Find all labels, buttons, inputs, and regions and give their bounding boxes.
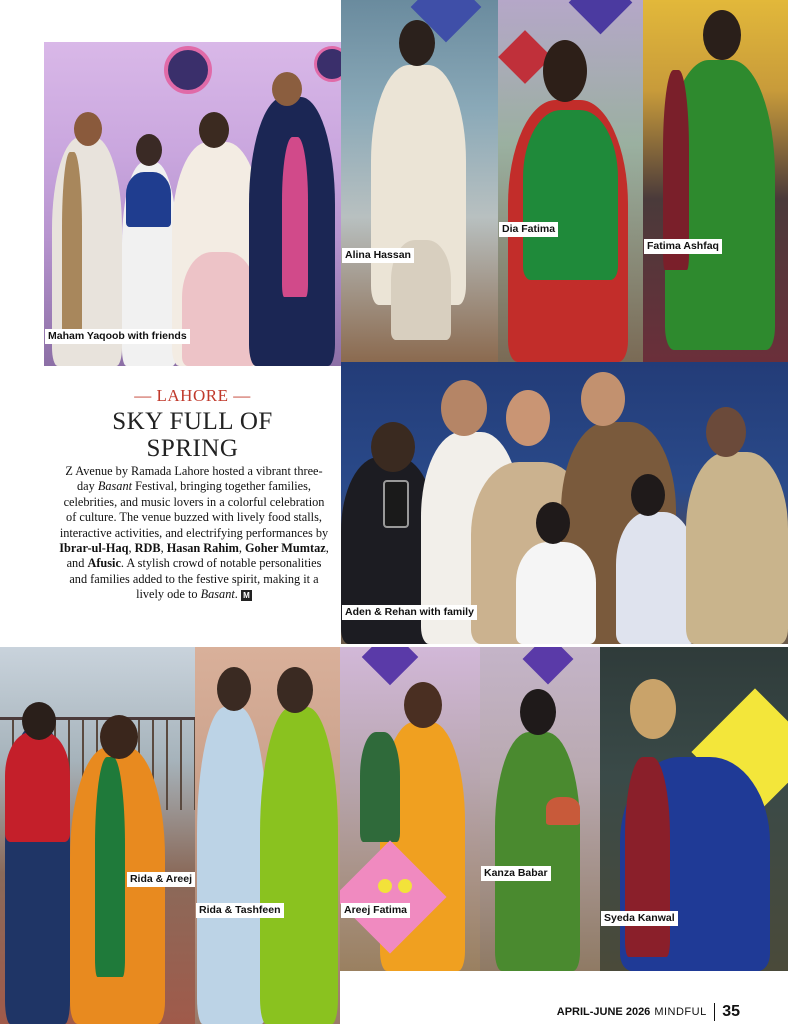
body-text: Z Avenue by Ramada Lahore hosted a vibrant three-day <box>65 464 323 494</box>
person <box>360 732 400 842</box>
person-head <box>217 667 251 711</box>
headline-line-1: SKY FULL OF <box>112 408 273 435</box>
photo-kanza-babar <box>480 647 600 971</box>
person-head <box>277 667 313 713</box>
performer-name: Ibrar-ul-Haq <box>59 541 129 556</box>
person <box>686 452 788 644</box>
person-head <box>199 112 229 148</box>
body-text: , <box>238 541 245 556</box>
person-head <box>630 679 676 739</box>
person <box>516 542 596 644</box>
caption-areej-fatima: Areej Fatima <box>341 903 410 918</box>
caption-dia-fatima: Dia Fatima <box>499 222 558 237</box>
performer-name: Hasan Rahim <box>166 541 239 556</box>
photo-rida-and-areej <box>0 647 195 1024</box>
headline-line-2: SPRING <box>146 435 239 462</box>
end-mark-icon: M <box>241 590 252 601</box>
photo-dia-fatima <box>498 0 643 362</box>
person <box>5 732 70 842</box>
magazine-name: MINDFUL <box>654 1006 707 1018</box>
page-footer <box>557 1002 740 1022</box>
stage-light <box>164 46 212 94</box>
person-head <box>100 715 138 759</box>
footer-divider <box>714 1003 716 1021</box>
issue-date: APRIL-JUNE 2026 <box>556 1006 651 1018</box>
performer-name: Goher Mumtaz <box>244 541 326 556</box>
person <box>197 707 267 1024</box>
photo-areej-fatima <box>340 647 480 971</box>
smartphone <box>383 480 409 528</box>
article-headline <box>44 408 341 462</box>
person <box>62 152 82 342</box>
caption-maham-yaqoob-with-friends: Maham Yaqoob with friends <box>45 329 190 344</box>
body-text: . A stylish crowd of notable personalities and families added to the festive spirit, making it a lively ode to <box>69 556 322 602</box>
person-head <box>543 40 587 102</box>
kite-dot <box>378 879 392 893</box>
kite-dot <box>398 879 412 893</box>
photo-rida-and-tashfeen <box>195 647 340 1024</box>
person-head <box>520 689 556 735</box>
person-head <box>399 20 435 66</box>
caption-rida-and-tashfeen: Rida & Tashfeen <box>196 903 284 918</box>
person-head <box>441 380 487 436</box>
body-italic: Basant <box>97 479 133 494</box>
body-italic: Basant <box>200 587 235 602</box>
person <box>95 757 125 977</box>
person-head <box>74 112 102 146</box>
person-head <box>136 134 162 166</box>
page-number: 35 <box>722 1003 740 1020</box>
photo-aden-rehan-with-family <box>341 362 788 644</box>
body-text: Festival, bringing together families, celebrities, and music lovers in a colorful celebration of culture. The venue buzzed with lively food stalls, interactive activities, and electrifying performances by <box>59 479 329 540</box>
section-kicker: — LAHORE — <box>134 386 251 405</box>
person <box>126 172 171 227</box>
person-head <box>631 474 665 516</box>
person-head <box>536 502 570 544</box>
photo-maham-yaqoob-with-friends <box>44 42 341 366</box>
person <box>495 732 580 971</box>
person <box>616 512 696 644</box>
performer-name: Afusic <box>87 556 121 571</box>
body-text: . <box>234 587 238 602</box>
photo-syeda-kanwal <box>600 647 788 971</box>
person-head <box>703 10 741 60</box>
photo-fatima-ashfaq <box>643 0 788 362</box>
handbag <box>546 797 580 825</box>
person-head <box>404 682 442 728</box>
person <box>625 757 670 957</box>
caption-syeda-kanwal: Syeda Kanwal <box>601 911 678 926</box>
performer-name: RDB <box>134 541 161 556</box>
caption-rida-and-areej: Rida & Areej <box>127 872 195 887</box>
caption-fatima-ashfaq: Fatima Ashfaq <box>644 239 722 254</box>
article-body <box>58 464 330 603</box>
person-head <box>371 422 415 472</box>
caption-aden-rehan-with-family: Aden & Rehan with family <box>342 605 477 620</box>
person-head <box>272 72 302 106</box>
person <box>260 707 338 1024</box>
person-head <box>506 390 550 446</box>
body-text: , <box>160 541 167 556</box>
person-head <box>581 372 625 426</box>
body-text: , and <box>66 541 329 571</box>
person <box>523 110 618 280</box>
person-head <box>22 702 56 740</box>
photo-alina-hassan <box>341 0 498 362</box>
body-text: , <box>128 541 135 556</box>
person-head <box>706 407 746 457</box>
caption-alina-hassan: Alina Hassan <box>342 248 414 263</box>
caption-kanza-babar: Kanza Babar <box>481 866 551 881</box>
person <box>282 137 308 297</box>
person <box>182 252 257 366</box>
